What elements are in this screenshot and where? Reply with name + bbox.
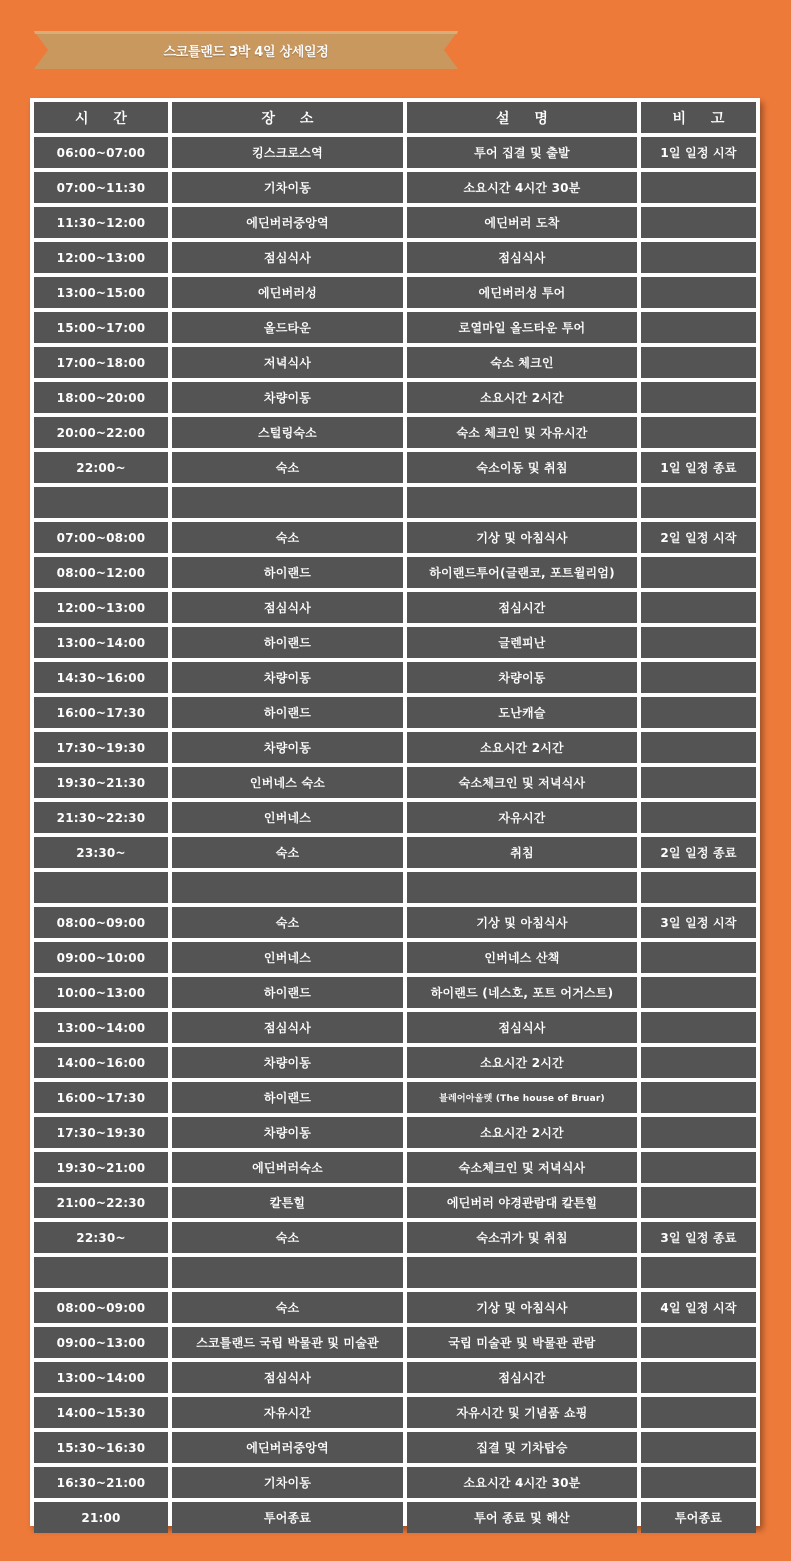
cell-description: 소요시간 4시간 30분 (407, 1467, 637, 1498)
cell-place: 차량이동 (172, 1047, 403, 1078)
title-ribbon (34, 31, 458, 69)
cell-place: 하이랜드 (172, 977, 403, 1008)
cell-time: 14:00~15:30 (34, 1397, 168, 1428)
cell-note (641, 1327, 756, 1358)
cell-description: 소요시간 4시간 30분 (407, 172, 637, 203)
cell-description: 소요시간 2시간 (407, 382, 637, 413)
cell-place: 숙소 (172, 1292, 403, 1323)
cell-description: 인버네스 산책 (407, 942, 637, 973)
schedule-sheet (30, 98, 760, 1526)
cell-place: 하이랜드 (172, 1082, 403, 1113)
cell-note (641, 487, 756, 518)
cell-note (641, 1012, 756, 1043)
cell-place: 숙소 (172, 907, 403, 938)
cell-place: 숙소 (172, 452, 403, 483)
cell-time (34, 487, 168, 518)
cell-note (641, 872, 756, 903)
header-description: 설 명 (407, 102, 637, 133)
cell-place: 스털링숙소 (172, 417, 403, 448)
cell-note (641, 1362, 756, 1393)
cell-place: 에딘버러중앙역 (172, 207, 403, 238)
cell-note (641, 207, 756, 238)
cell-place: 점심식사 (172, 592, 403, 623)
cell-time: 22:30~ (34, 1222, 168, 1253)
cell-description: 로열마일 올드타운 투어 (407, 312, 637, 343)
cell-place: 하이랜드 (172, 627, 403, 658)
cell-note: 3일 일정 종료 (641, 1222, 756, 1253)
cell-place: 하이랜드 (172, 697, 403, 728)
cell-note: 투어종료 (641, 1502, 756, 1533)
cell-note (641, 312, 756, 343)
cell-place: 칼튼힐 (172, 1187, 403, 1218)
cell-note (641, 1117, 756, 1148)
cell-place: 저녁식사 (172, 347, 403, 378)
cell-time: 21:30~22:30 (34, 802, 168, 833)
cell-note (641, 1397, 756, 1428)
header-note: 비 고 (641, 102, 756, 133)
cell-time: 17:30~19:30 (34, 1117, 168, 1148)
cell-time (34, 872, 168, 903)
cell-note (641, 977, 756, 1008)
cell-place: 차량이동 (172, 1117, 403, 1148)
cell-description: 투어 집결 및 출발 (407, 137, 637, 168)
cell-note (641, 1432, 756, 1463)
cell-place: 에딘버러숙소 (172, 1152, 403, 1183)
cell-time: 16:00~17:30 (34, 697, 168, 728)
cell-place: 투어종료 (172, 1502, 403, 1533)
cell-time: 09:00~13:00 (34, 1327, 168, 1358)
cell-place: 차량이동 (172, 382, 403, 413)
cell-description: 점심식사 (407, 1012, 637, 1043)
cell-note: 4일 일정 시작 (641, 1292, 756, 1323)
cell-description: 기상 및 아침식사 (407, 907, 637, 938)
cell-note (641, 1082, 756, 1113)
cell-time: 14:30~16:00 (34, 662, 168, 693)
cell-time: 13:00~14:00 (34, 627, 168, 658)
cell-note: 2일 일정 종료 (641, 837, 756, 868)
cell-time: 08:00~12:00 (34, 557, 168, 588)
cell-time: 16:00~17:30 (34, 1082, 168, 1113)
cell-place: 차량이동 (172, 662, 403, 693)
page-title: 스코틀랜드 3박 4일 상세일정 (163, 44, 329, 60)
cell-note (641, 1467, 756, 1498)
cell-note (641, 172, 756, 203)
cell-description: 하이랜드투어(글랜코, 포트윌리엄) (407, 557, 637, 588)
header-place: 장 소 (172, 102, 403, 133)
cell-description: 숙소 체크인 및 자유시간 (407, 417, 637, 448)
cell-time: 14:00~16:00 (34, 1047, 168, 1078)
cell-note (641, 1257, 756, 1288)
cell-note (641, 1187, 756, 1218)
cell-note (641, 242, 756, 273)
cell-note: 2일 일정 시작 (641, 522, 756, 553)
cell-description: 숙소체크인 및 저녁식사 (407, 767, 637, 798)
cell-time: 07:00~11:30 (34, 172, 168, 203)
cell-description: 에딘버러성 투어 (407, 277, 637, 308)
cell-description: 숙소체크인 및 저녁식사 (407, 1152, 637, 1183)
cell-place: 숙소 (172, 522, 403, 553)
cell-note (641, 382, 756, 413)
cell-note: 3일 일정 시작 (641, 907, 756, 938)
cell-description: 기상 및 아침식사 (407, 1292, 637, 1323)
cell-place: 킹스크로스역 (172, 137, 403, 168)
cell-place: 점심식사 (172, 1012, 403, 1043)
cell-note (641, 1152, 756, 1183)
cell-description: 자유시간 및 기념품 쇼핑 (407, 1397, 637, 1428)
cell-description: 점심시간 (407, 592, 637, 623)
cell-note (641, 592, 756, 623)
cell-time: 20:00~22:00 (34, 417, 168, 448)
schedule-table (34, 102, 756, 1533)
cell-note: 1일 일정 종료 (641, 452, 756, 483)
cell-description: 점심시간 (407, 1362, 637, 1393)
cell-place: 스코틀랜드 국립 박물관 및 미술관 (172, 1327, 403, 1358)
cell-place: 하이랜드 (172, 557, 403, 588)
cell-place (172, 872, 403, 903)
cell-description (407, 1257, 637, 1288)
cell-time: 08:00~09:00 (34, 1292, 168, 1323)
cell-time: 18:00~20:00 (34, 382, 168, 413)
cell-time: 22:00~ (34, 452, 168, 483)
cell-note (641, 942, 756, 973)
cell-note (641, 697, 756, 728)
cell-place: 기차이동 (172, 172, 403, 203)
cell-description: 자유시간 (407, 802, 637, 833)
cell-description: 소요시간 2시간 (407, 1117, 637, 1148)
cell-note (641, 662, 756, 693)
cell-description (407, 872, 637, 903)
cell-description: 소요시간 2시간 (407, 732, 637, 763)
cell-time: 21:00~22:30 (34, 1187, 168, 1218)
cell-description: 글렌피난 (407, 627, 637, 658)
cell-description: 숙소 체크인 (407, 347, 637, 378)
cell-place: 에딘버러중앙역 (172, 1432, 403, 1463)
cell-description: 하이랜드 (네스호, 포트 어거스트) (407, 977, 637, 1008)
cell-time: 09:00~10:00 (34, 942, 168, 973)
cell-time: 12:00~13:00 (34, 242, 168, 273)
cell-description: 집결 및 기차탑승 (407, 1432, 637, 1463)
cell-note: 1일 일정 시작 (641, 137, 756, 168)
cell-time: 23:30~ (34, 837, 168, 868)
cell-place: 숙소 (172, 837, 403, 868)
cell-description: 숙소이동 및 취침 (407, 452, 637, 483)
cell-time: 21:00 (34, 1502, 168, 1533)
cell-time: 19:30~21:00 (34, 1152, 168, 1183)
cell-time: 13:00~14:00 (34, 1362, 168, 1393)
cell-place: 인버네스 (172, 942, 403, 973)
cell-place: 기차이동 (172, 1467, 403, 1498)
cell-place: 숙소 (172, 1222, 403, 1253)
cell-time: 15:30~16:30 (34, 1432, 168, 1463)
cell-description: 블레어아울렛 (The house of Bruar) (407, 1082, 637, 1113)
cell-time: 13:00~15:00 (34, 277, 168, 308)
cell-description: 취침 (407, 837, 637, 868)
cell-note (641, 1047, 756, 1078)
cell-time: 13:00~14:00 (34, 1012, 168, 1043)
cell-time: 06:00~07:00 (34, 137, 168, 168)
cell-description: 투어 종료 및 해산 (407, 1502, 637, 1533)
cell-description: 도난캐슬 (407, 697, 637, 728)
cell-description: 에딘버러 야경관람대 칼튼힐 (407, 1187, 637, 1218)
cell-note (641, 417, 756, 448)
cell-time: 11:30~12:00 (34, 207, 168, 238)
cell-time: 07:00~08:00 (34, 522, 168, 553)
cell-time: 16:30~21:00 (34, 1467, 168, 1498)
cell-place (172, 1257, 403, 1288)
cell-note (641, 277, 756, 308)
cell-time: 10:00~13:00 (34, 977, 168, 1008)
cell-note (641, 767, 756, 798)
cell-description: 소요시간 2시간 (407, 1047, 637, 1078)
cell-place: 점심식사 (172, 242, 403, 273)
cell-place: 인버네스 숙소 (172, 767, 403, 798)
cell-note (641, 732, 756, 763)
cell-time: 17:30~19:30 (34, 732, 168, 763)
cell-note (641, 557, 756, 588)
cell-time: 08:00~09:00 (34, 907, 168, 938)
cell-place: 점심식사 (172, 1362, 403, 1393)
cell-note (641, 802, 756, 833)
cell-description: 에딘버러 도착 (407, 207, 637, 238)
cell-place: 자유시간 (172, 1397, 403, 1428)
cell-place (172, 487, 403, 518)
cell-place: 올드타운 (172, 312, 403, 343)
cell-description (407, 487, 637, 518)
cell-note (641, 347, 756, 378)
cell-place: 인버네스 (172, 802, 403, 833)
cell-time (34, 1257, 168, 1288)
cell-place: 차량이동 (172, 732, 403, 763)
cell-time: 15:00~17:00 (34, 312, 168, 343)
cell-description: 숙소귀가 및 취침 (407, 1222, 637, 1253)
cell-description: 차량이동 (407, 662, 637, 693)
cell-time: 19:30~21:30 (34, 767, 168, 798)
cell-place: 에딘버러성 (172, 277, 403, 308)
cell-time: 17:00~18:00 (34, 347, 168, 378)
header-time: 시 간 (34, 102, 168, 133)
cell-description: 기상 및 아침식사 (407, 522, 637, 553)
cell-note (641, 627, 756, 658)
cell-time: 12:00~13:00 (34, 592, 168, 623)
cell-description: 점심식사 (407, 242, 637, 273)
cell-description: 국립 미술관 및 박물관 관람 (407, 1327, 637, 1358)
